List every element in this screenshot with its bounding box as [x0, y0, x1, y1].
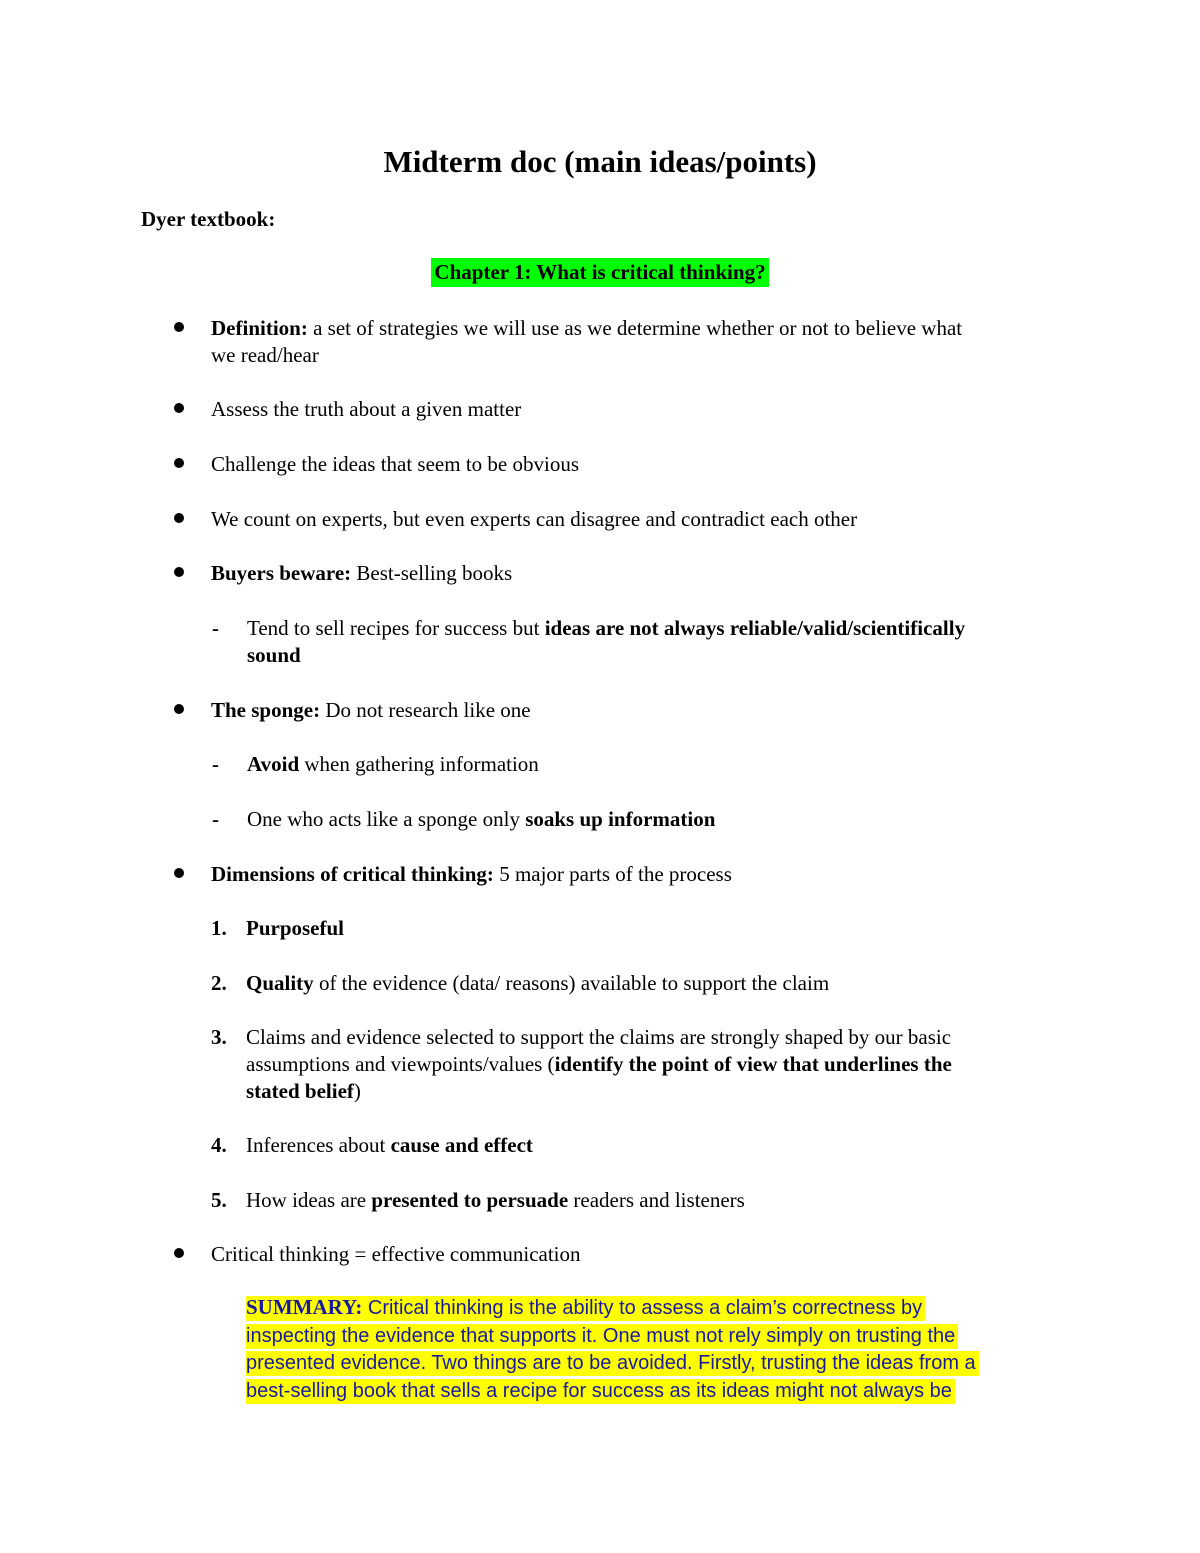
summary-block — [246, 1294, 1046, 1405]
quality-bold: Quality — [246, 971, 314, 995]
definition-text-cont: we read/hear — [211, 343, 319, 367]
list-item-dimensions — [211, 861, 1071, 888]
persuade-bold: presented to persuade — [371, 1188, 569, 1212]
bullet-icon — [174, 868, 184, 878]
dash-marker: - — [212, 807, 219, 831]
buyers-label: Buyers beware: — [211, 561, 352, 585]
section-label: Dyer textbook: — [141, 207, 276, 231]
bullet-icon — [174, 403, 184, 413]
buyers-sub-bold-cont: sound — [247, 643, 301, 667]
buyers-sub-text: Tend to sell recipes for success but — [247, 616, 545, 640]
avoid-text: when gathering information — [299, 752, 539, 776]
sub-item-avoid — [247, 751, 1077, 778]
soaks-text: One who acts like a sponge only — [247, 807, 526, 831]
dash-marker: - — [212, 616, 219, 640]
summary-line: best-selling book that sells a recipe for success as its ideas might not always be — [246, 1379, 955, 1404]
dimensions-text: 5 major parts of the process — [493, 862, 732, 886]
numbered-item-inferences — [246, 1132, 1076, 1159]
persuade-text: How ideas are — [246, 1188, 372, 1212]
list-item-definition — [211, 315, 1071, 369]
buyers-text: Best-selling books — [351, 561, 513, 585]
list-item-buyers — [211, 560, 1071, 587]
list-item-challenge: Challenge the ideas that seem to be obvious — [211, 452, 579, 476]
inferences-text: Inferences about — [246, 1133, 391, 1157]
number-marker: 4. — [211, 1133, 227, 1157]
sub-item-soaks — [247, 806, 1077, 833]
bullet-icon — [174, 458, 184, 468]
chapter-heading — [0, 259, 1200, 286]
definition-label: Definition: — [211, 316, 308, 340]
number-marker: 1. — [211, 916, 227, 940]
numbered-item-claims — [246, 1024, 1076, 1105]
bullet-icon — [174, 704, 184, 714]
numbered-item-quality — [246, 970, 1076, 997]
sponge-text: Do not research like one — [320, 698, 531, 722]
buyers-sub-bold: ideas are not always reliable/valid/scientifically — [544, 616, 966, 640]
summary-line: inspecting the evidence that supports it. One must not rely simply on trusting the — [246, 1324, 958, 1349]
dash-marker: - — [212, 752, 219, 776]
summary-line: Critical thinking is the ability to assess a claim’s correctness by — [362, 1297, 923, 1319]
claims-text-cont: assumptions and viewpoints/values ( — [246, 1052, 555, 1076]
purposeful-bold: Purposeful — [246, 916, 345, 940]
definition-text: a set of strategies we will use as we determine whether or not to believe what — [307, 316, 963, 340]
inferences-bold: cause and effect — [390, 1133, 533, 1157]
numbered-item-persuade — [246, 1187, 1076, 1214]
bullet-icon — [174, 322, 184, 332]
claims-text: Claims and evidence selected to support the claims are strongly shaped by our basic — [246, 1025, 952, 1049]
number-marker: 2. — [211, 971, 227, 995]
list-item-communication: Critical thinking = effective communication — [211, 1242, 581, 1266]
number-marker: 3. — [211, 1025, 227, 1049]
claims-bold: identify the point of view that underlines the — [554, 1052, 952, 1076]
claims-close: ) — [353, 1079, 361, 1103]
list-item-sponge — [211, 697, 1071, 724]
sponge-label: The sponge: — [211, 698, 321, 722]
persuade-text-end: readers and listeners — [568, 1188, 745, 1212]
soaks-bold: soaks up information — [525, 807, 716, 831]
claims-bold-cont: stated belief — [246, 1079, 354, 1103]
dimensions-label: Dimensions of critical thinking: — [211, 862, 494, 886]
page-title: Midterm doc (main ideas/points) — [383, 144, 817, 179]
bullet-icon — [174, 1248, 184, 1258]
list-item-assess: Assess the truth about a given matter — [211, 397, 522, 421]
number-marker: 5. — [211, 1188, 227, 1212]
numbered-item-purposeful — [246, 915, 1076, 942]
bullet-icon — [174, 567, 184, 577]
quality-text: of the evidence (data/ reasons) available to support the claim — [313, 971, 830, 995]
summary-label: SUMMARY: — [246, 1295, 363, 1319]
summary-line: presented evidence. Two things are to be avoided. Firstly, trusting the ideas from a — [246, 1351, 979, 1376]
bullet-icon — [174, 513, 184, 523]
list-item-experts: We count on experts, but even experts can disagree and contradict each other — [211, 507, 858, 531]
avoid-bold: Avoid — [247, 752, 300, 776]
sub-item-buyers — [247, 615, 1077, 669]
chapter-heading-text: Chapter 1: What is critical thinking? — [431, 258, 768, 287]
